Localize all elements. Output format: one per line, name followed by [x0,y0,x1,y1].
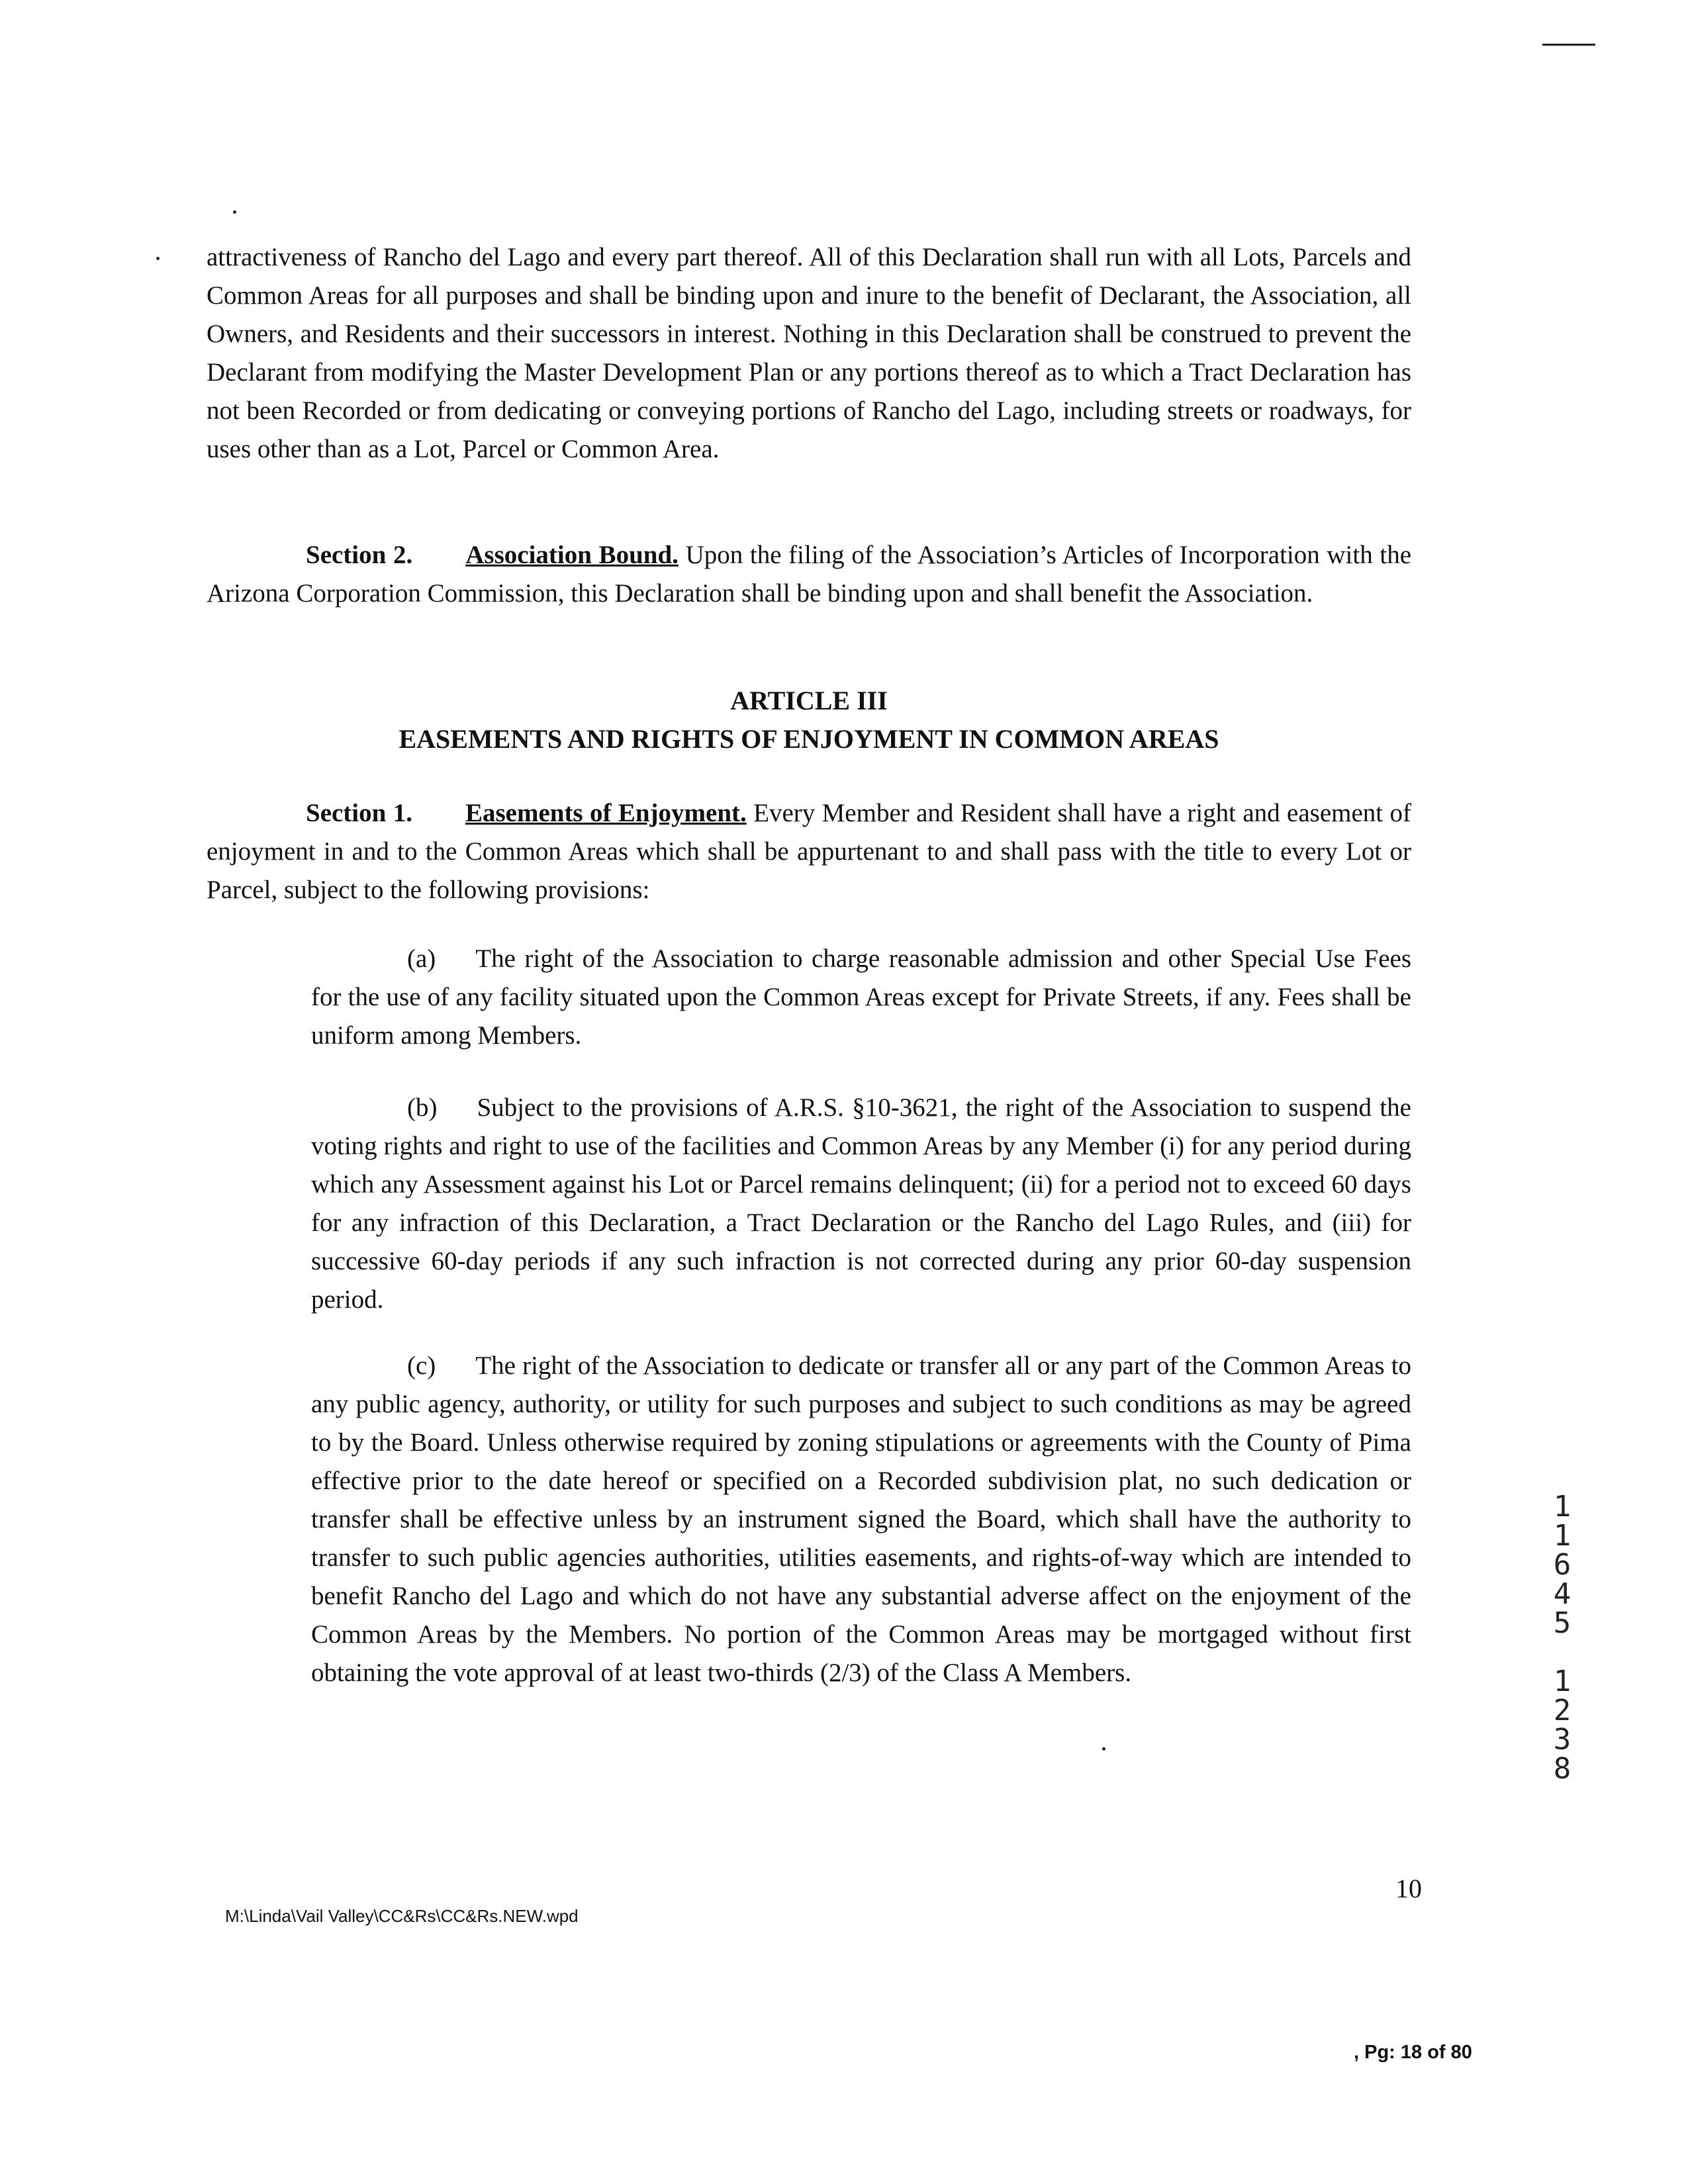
recording-digit: 2 [1553,1694,1571,1727]
recording-digit: 4 [1553,1577,1571,1611]
section-1-paragraph [207,794,1411,909]
recording-digit: 1 [1553,1664,1571,1698]
provision-c-text: The right of the Association to dedicate or transfer all or any part of the Common Areas to any public agency, authority, or utility for such purposes and subject to such conditions as may be agreed to by the Board. Unless otherwise required by zoning stipulations or agreements with the County of Pima effective prior to the date hereof or specified on a Recorded subdivision plat, no such dedication or transfer shall be effective unless by an instrument signed the Board, which shall have the authority to transfer to such public agencies authorities, utilities easements, and rights-of-way which are intended to benefit Rancho del Lago and which do not have any substantial adverse affect on the enjoyment of the Common Areas by the Members. No portion of the Common Areas may be mortgaged without first obtaining the vote approval of at least two-thirds (2/3) of the Class A Members. [311,1351,1411,1687]
section-2-title: Association Bound. [465,541,679,569]
provision-a-text: The right of the Association to charge reasonable admission and other Special Use Fees for the use of any facility situated upon the Common Areas except for Private Streets, if any. Fees shall be uniform among Members. [311,944,1411,1050]
section-2-text: Upon the filing of the Association’s Articles of Incorporation with the Arizona Corporation Commission, this Declaration shall be binding upon and shall benefit the Association. [207,541,1412,608]
section-1-text: Every Member and Resident shall have a right and easement of enjoyment in and to the Common Areas which shall be appurtenant to and shall pass with the title to every Lot or Parcel, subject to the following provisions: [207,799,1411,904]
recording-digit: 6 [1553,1548,1571,1582]
provision-b [311,1089,1411,1319]
section-2-paragraph [207,536,1411,613]
recording-digit: 8 [1553,1752,1571,1786]
provision-b-text: Subject to the provisions of A.R.S. §10-3621, the right of the Association to suspend the voting rights and right to use of the facilities and Common Areas by any Member (i) for any period during which any Assessment against his Lot or Parcel remains delinquent; (ii) for a period not to exceed 60 days for any infraction of this Declaration, a Tract Declaration or the Rancho del Lago Rules, and (iii) for successive 60-day periods if any such infraction is not corrected during any prior 60-day suspension period. [311,1093,1411,1314]
scan-mark [1542,44,1595,46]
provision-b-label: (b) [407,1093,438,1122]
recording-digit: 1 [1553,1490,1571,1524]
section-2-label: Section 2. [306,541,413,569]
article-title: EASEMENTS AND RIGHTS OF ENJOYMENT IN COMMON AREAS [399,724,1219,754]
recording-digit: 1 [1553,1519,1571,1553]
recording-number-stamp [1542,1492,1582,1784]
scan-speck [1102,1747,1105,1751]
recording-digit: 5 [1553,1606,1571,1640]
page-number: 10 [1395,1874,1422,1903]
recording-digit: 3 [1553,1723,1571,1756]
provision-c [311,1347,1411,1692]
provision-a-label: (a) [407,944,436,973]
article-number: ARTICLE III [730,686,888,715]
section-1-title: Easements of Enjoyment. [465,799,747,827]
page-count-stamp: , Pg: 18 of 80 [1354,2042,1472,2063]
provision-c-label: (c) [407,1351,436,1380]
section-1-label: Section 1. [306,799,412,827]
scan-speck [233,210,236,214]
footer-file-path: M:\Linda\Vail Valley\CC&Rs\CC&Rs.NEW.wpd [225,1906,579,1926]
intro-paragraph: attractiveness of Rancho del Lago and every part thereof. All of this Declaration shall run with all Lots, Parcels and Common Areas for all purposes and shall be binding upon and inure to the benefit of Declarant, the Association, all Owners, and Residents and their successors in interest. Nothing in this Declaration shall be construed to prevent the Declarant from modifying the Master Development Plan or any portions thereof as to which a Tract Declaration has not been Recorded or from dedicating or conveying portions of Rancho del Lago, including streets or roadways, for uses other than as a Lot, Parcel or Common Area. [207,243,1411,463]
provision-a [311,940,1411,1055]
scan-speck [156,257,160,260]
